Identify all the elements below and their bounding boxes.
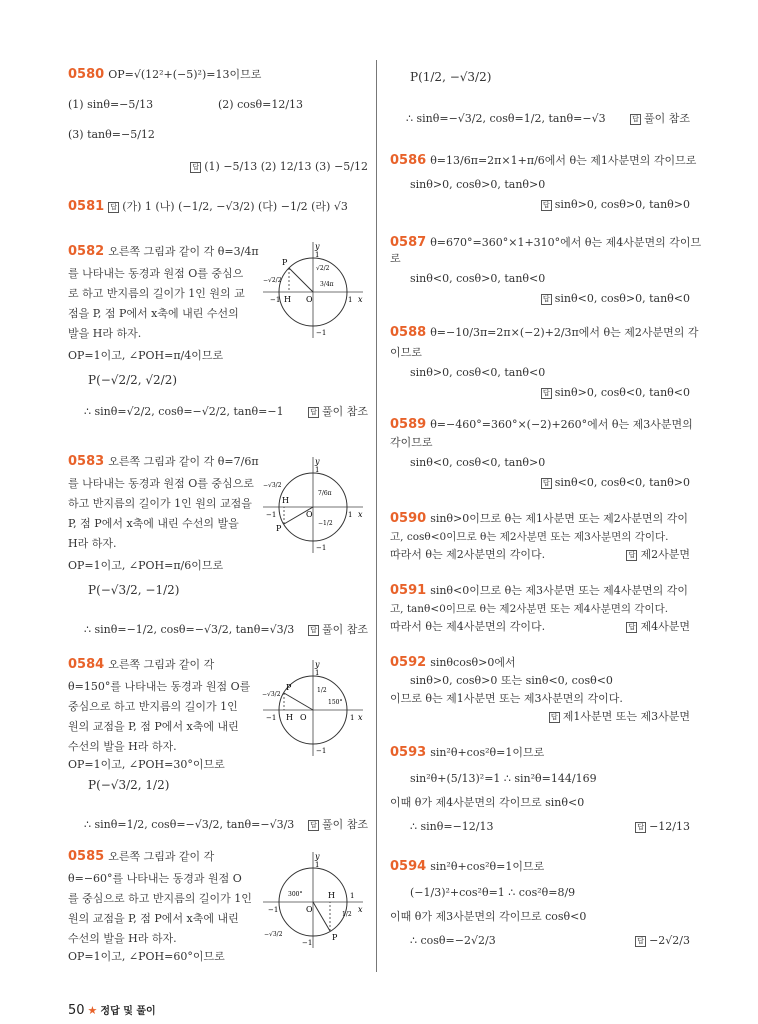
problem-text: 수선의 발을 H라 하자. bbox=[68, 740, 177, 753]
tick-label: −1 bbox=[316, 329, 327, 337]
tick-label: −1 bbox=[268, 906, 279, 914]
result-line: ∴ sinθ=√2/2, cosθ=−√2/2, tanθ=−1 bbox=[84, 405, 284, 418]
solution-line: OP=1이고, ∠POH=π/4이므로 bbox=[68, 349, 224, 362]
value-label: −√3/2 bbox=[263, 482, 282, 489]
point-label-h: H bbox=[284, 295, 291, 304]
solution-line: (1) sinθ=−5/13 bbox=[68, 98, 154, 111]
solution-line: sin²θ+(5/13)²=1 ∴ sin²θ=144/169 bbox=[410, 772, 597, 785]
origin-label: O bbox=[300, 713, 307, 722]
angle-label: 150° bbox=[328, 699, 343, 706]
problem-0582 bbox=[68, 242, 368, 455]
tick-label: 1 bbox=[350, 892, 355, 900]
solution-line: 각이므로 bbox=[390, 436, 433, 449]
problem-text: θ=150°를 나타내는 동경과 원점 O를 bbox=[68, 680, 251, 693]
problem-text: 를 나타내는 동경과 원점 O를 중심으 bbox=[68, 267, 244, 280]
answer-box-icon: 답 bbox=[549, 712, 560, 723]
answer-box-icon: 답 bbox=[541, 294, 552, 305]
origin-label: O bbox=[306, 510, 313, 519]
solution-line: (3) tanθ=−5/12 bbox=[68, 128, 155, 141]
axis-label-y: y bbox=[315, 457, 320, 466]
problem-text: 원의 교점을 P, 점 P에서 x축에 내린 bbox=[68, 912, 239, 925]
answer-text: 제1사분면 또는 제3사분면 bbox=[562, 710, 690, 723]
point-label-p: P bbox=[276, 524, 282, 533]
solution-line: (−1/3)²+cos²θ=1 ∴ cos²θ=8/9 bbox=[410, 886, 576, 899]
problem-number: 0586 bbox=[390, 153, 427, 168]
tick-label: −1 bbox=[302, 939, 313, 947]
point-label-h: H bbox=[282, 496, 289, 505]
solution-line: θ=670°=360°×1+310°에서 θ는 제4사분면의 각이므 bbox=[430, 236, 702, 249]
answer-text: (가) 1 (나) (−1/2, −√3/2) (다) −1/2 (라) √3 bbox=[122, 200, 348, 213]
problem-text: 를 나타내는 동경과 원점 O를 중심으로 bbox=[68, 477, 254, 490]
axis-label-y: y bbox=[315, 660, 320, 669]
tick-label: 1 bbox=[348, 296, 353, 304]
result-line: ∴ sinθ=−√3/2, cosθ=1/2, tanθ=−√3 bbox=[406, 112, 606, 125]
tick-label: 1 bbox=[315, 861, 320, 869]
value-label: −√3/2 bbox=[262, 691, 281, 698]
problem-0592 bbox=[390, 656, 690, 726]
point-label-h: H bbox=[328, 891, 335, 900]
answer-text: (1) −5/13 (2) 12/13 (3) −5/12 bbox=[204, 160, 368, 173]
tick-label: −1 bbox=[316, 747, 327, 755]
unit-circle-diagram bbox=[258, 455, 368, 555]
problem-0586 bbox=[390, 153, 697, 214]
problem-0584 bbox=[68, 658, 368, 858]
answer-box-icon: 답 bbox=[635, 822, 646, 833]
answer-text: 풀이 참조 bbox=[321, 405, 368, 418]
solution-line: sinθcosθ>0에서 bbox=[430, 656, 516, 669]
column-divider bbox=[376, 60, 377, 972]
tick-label: 1 bbox=[348, 511, 353, 519]
answer-text: 풀이 참조 bbox=[321, 623, 368, 636]
result-line: ∴ sinθ=−12/13 bbox=[410, 820, 494, 833]
solution-line: sinθ<0, cosθ<0, tanθ>0 bbox=[410, 456, 546, 469]
solution-line: 로 bbox=[390, 252, 401, 265]
solution-line: 이므로 bbox=[390, 346, 422, 359]
axis-label-x: x bbox=[358, 713, 363, 722]
problem-text: 수선의 발을 H라 하자. bbox=[68, 932, 177, 945]
solution-line: sinθ<0이므로 θ는 제3사분면 또는 제4사분면의 각이 bbox=[430, 584, 689, 597]
answer-text: sinθ<0, cosθ<0, tanθ>0 bbox=[554, 476, 690, 489]
point-label-p: P bbox=[286, 683, 292, 692]
tick-label: −1 bbox=[316, 544, 327, 552]
origin-label: O bbox=[306, 905, 313, 914]
problem-text: 중심으로 하고 반지름의 길이가 1인 bbox=[68, 700, 238, 713]
unit-circle-diagram bbox=[258, 658, 368, 758]
problem-number: 0581 bbox=[68, 199, 105, 214]
problem-number: 0584 bbox=[68, 657, 105, 672]
answer-text: −2√2/3 bbox=[649, 934, 690, 947]
answer-box-icon: 답 bbox=[635, 936, 646, 947]
solution-line: θ=13/6π=2π×1+π/6에서 θ는 제1사분면의 각이므로 bbox=[430, 154, 697, 167]
problem-number: 0591 bbox=[390, 583, 427, 598]
axis-label-x: x bbox=[358, 510, 363, 519]
answer-text: sinθ>0, cosθ<0, tanθ<0 bbox=[554, 386, 690, 399]
problem-0585-continued bbox=[390, 68, 690, 128]
angle-label: 3/4π bbox=[320, 281, 334, 288]
problem-number: 0588 bbox=[390, 325, 427, 340]
answer-text: sinθ>0, cosθ>0, tanθ>0 bbox=[554, 198, 690, 211]
value-label: −√2/2 bbox=[263, 277, 282, 284]
axis-label-x: x bbox=[358, 905, 363, 914]
problem-text: θ=−60°를 나타내는 동경과 원점 O bbox=[68, 872, 242, 885]
answer-box-icon: 답 bbox=[541, 200, 552, 211]
solution-line: 고, cosθ<0이므로 θ는 제2사분면 또는 제3사분면의 각이다. bbox=[390, 531, 669, 543]
result-line: ∴ cosθ=−2√2/3 bbox=[410, 934, 496, 947]
solution-line: sinθ>0이므로 θ는 제1사분면 또는 제2사분면의 각이 bbox=[430, 512, 689, 525]
problem-0591 bbox=[390, 584, 690, 644]
answer-box-icon: 답 bbox=[190, 162, 201, 173]
solution-line: sin²θ+cos²θ=1이므로 bbox=[430, 860, 545, 873]
solution-line: OP=1이고, ∠POH=30°이므로 bbox=[68, 758, 225, 771]
problem-number: 0593 bbox=[390, 745, 427, 760]
answer-text: 풀이 참조 bbox=[643, 112, 690, 125]
tick-label: −1 bbox=[266, 714, 277, 722]
result-line: ∴ sinθ=1/2, cosθ=−√3/2, tanθ=−√3/3 bbox=[84, 818, 295, 831]
problem-number: 0585 bbox=[68, 849, 105, 864]
solution-line: 따라서 θ는 제2사분면의 각이다. bbox=[390, 548, 546, 561]
axis-label-x: x bbox=[358, 295, 363, 304]
angle-label: 7/6π bbox=[318, 490, 332, 497]
solution-line: 이므로 θ는 제1사분면 또는 제3사분면의 각이다. bbox=[390, 692, 623, 705]
problem-0589 bbox=[390, 417, 693, 498]
solution-line: sinθ>0, cosθ<0, tanθ<0 bbox=[410, 366, 546, 379]
answer-box-icon: 답 bbox=[308, 407, 319, 418]
radius-line bbox=[313, 902, 330, 931]
star-icon: ★ bbox=[87, 1004, 98, 1017]
point-label-h: H bbox=[286, 713, 293, 722]
problem-text: 오른쪽 그림과 같이 각 bbox=[108, 850, 215, 863]
problem-0594 bbox=[390, 860, 690, 960]
solution-line: 이때 θ가 제3사분면의 각이므로 cosθ<0 bbox=[390, 910, 587, 923]
answer-box-icon: 답 bbox=[541, 478, 552, 489]
value-label: −√3/2 bbox=[264, 931, 283, 938]
problem-number: 0592 bbox=[390, 655, 427, 670]
solution-line: 따라서 θ는 제4사분면의 각이다. bbox=[390, 620, 546, 633]
problem-text: 점을 P, 점 P에서 x축에 내린 수선의 bbox=[68, 307, 239, 320]
solution-line: θ=−10/3π=2π×(−2)+2/3π에서 θ는 제2사분면의 각 bbox=[430, 326, 699, 339]
solution-line: θ=−460°=360°×(−2)+260°에서 θ는 제3사분면의 bbox=[430, 418, 693, 431]
value-label: 1/2 bbox=[317, 687, 327, 694]
solution-line: 고, tanθ<0이므로 θ는 제2사분면 또는 제4사분면의 각이다. bbox=[390, 603, 669, 615]
problem-text: 를 중심으로 하고 반지름의 길이가 1인 bbox=[68, 892, 252, 905]
problem-text: 오른쪽 그림과 같이 각 θ=7/6π bbox=[108, 455, 259, 468]
tick-label: 1 bbox=[315, 669, 320, 677]
problem-number: 0589 bbox=[390, 417, 427, 432]
solution-line: (2) cosθ=12/13 bbox=[218, 98, 304, 111]
problem-0593 bbox=[390, 746, 690, 846]
problem-0583 bbox=[68, 455, 368, 655]
problem-text: 하고 반지름의 길이가 1인 원의 교점을 bbox=[68, 497, 252, 510]
answer-text: 풀이 참조 bbox=[321, 818, 368, 831]
problem-0590 bbox=[390, 512, 690, 572]
result-line: ∴ sinθ=−1/2, cosθ=−√3/2, tanθ=√3/3 bbox=[84, 623, 295, 636]
tick-label: 1 bbox=[315, 251, 320, 259]
page-number: 50 bbox=[68, 1003, 85, 1018]
problem-number: 0582 bbox=[68, 244, 105, 259]
answer-text: 제2사분면 bbox=[640, 548, 690, 561]
value-label: √2/2 bbox=[316, 265, 330, 272]
answer-box-icon: 답 bbox=[626, 550, 637, 561]
solution-line: sinθ>0, cosθ>0 또는 sinθ<0, cosθ<0 bbox=[410, 674, 613, 687]
problem-text: P, 점 P에서 x축에 내린 수선의 발을 bbox=[68, 517, 239, 530]
angle-label: 300° bbox=[288, 891, 303, 898]
problem-0585 bbox=[68, 850, 368, 1010]
value-label: 1/2 bbox=[342, 911, 352, 918]
problem-0580 bbox=[68, 68, 368, 188]
unit-circle-diagram bbox=[258, 850, 368, 950]
answer-box-icon: 답 bbox=[308, 625, 319, 636]
solution-line: 이때 θ가 제4사분면의 각이므로 sinθ<0 bbox=[390, 796, 585, 809]
answer-text: 제4사분면 bbox=[640, 620, 690, 633]
solution-line: OP=1이고, ∠POH=60°이므로 bbox=[68, 950, 225, 963]
problem-number: 0594 bbox=[390, 859, 427, 874]
point-coordinates: P(−√3/2, 1/2) bbox=[88, 778, 170, 792]
answer-box-icon: 답 bbox=[541, 388, 552, 399]
point-coordinates: P(−√3/2, −1/2) bbox=[88, 583, 180, 597]
problem-number: 0587 bbox=[390, 235, 427, 250]
problem-text: H라 하자. bbox=[68, 537, 117, 550]
radius-line bbox=[289, 268, 313, 292]
problem-number: 0580 bbox=[68, 67, 105, 82]
answer-box-icon: 답 bbox=[308, 820, 319, 831]
axis-label-y: y bbox=[315, 852, 320, 861]
solution-line: sinθ>0, cosθ>0, tanθ>0 bbox=[410, 178, 546, 191]
point-label-p: P bbox=[332, 933, 338, 942]
problem-text: 로 하고 반지름의 길이가 1인 원의 교 bbox=[68, 287, 245, 300]
tick-label: −1 bbox=[270, 296, 281, 304]
tick-label: −1 bbox=[266, 511, 277, 519]
page-footer bbox=[68, 1002, 156, 1018]
solution-line: sinθ<0, cosθ>0, tanθ<0 bbox=[410, 272, 546, 285]
answer-box-icon: 답 bbox=[626, 622, 637, 633]
solution-line: OP=√(12²+(−5)²)=13이므로 bbox=[108, 68, 262, 81]
radius-line bbox=[284, 693, 313, 710]
problem-number: 0590 bbox=[390, 511, 427, 526]
origin-label: O bbox=[306, 295, 313, 304]
point-coordinates: P(1/2, −√3/2) bbox=[410, 70, 492, 84]
problem-text: 오른쪽 그림과 같이 각 θ=3/4π bbox=[108, 245, 259, 258]
value-label: −1/2 bbox=[318, 520, 333, 527]
axis-label-y: y bbox=[315, 242, 320, 251]
point-label-p: P bbox=[282, 258, 288, 267]
problem-text: 원의 교점을 P, 점 P에서 x축에 내린 bbox=[68, 720, 239, 733]
tick-label: 1 bbox=[315, 466, 320, 474]
problem-text: 오른쪽 그림과 같이 각 bbox=[108, 658, 215, 671]
point-coordinates: P(−√2/2, √2/2) bbox=[88, 373, 178, 387]
answer-text: −12/13 bbox=[649, 820, 690, 833]
problem-number: 0583 bbox=[68, 454, 105, 469]
solution-line: sin²θ+cos²θ=1이므로 bbox=[430, 746, 545, 759]
answer-text: sinθ<0, cosθ>0, tanθ<0 bbox=[554, 292, 690, 305]
problem-0581 bbox=[68, 200, 368, 230]
solution-line: OP=1이고, ∠POH=π/6이므로 bbox=[68, 559, 224, 572]
footer-label: 정답 및 풀이 bbox=[100, 1006, 156, 1017]
problem-0588 bbox=[390, 325, 699, 406]
answer-box-icon: 답 bbox=[630, 114, 641, 125]
tick-label: 1 bbox=[350, 714, 355, 722]
unit-circle-diagram bbox=[258, 240, 368, 340]
answer-box-icon: 답 bbox=[108, 202, 119, 213]
problem-text: 발을 H라 하자. bbox=[68, 327, 142, 340]
problem-0587 bbox=[390, 235, 702, 316]
